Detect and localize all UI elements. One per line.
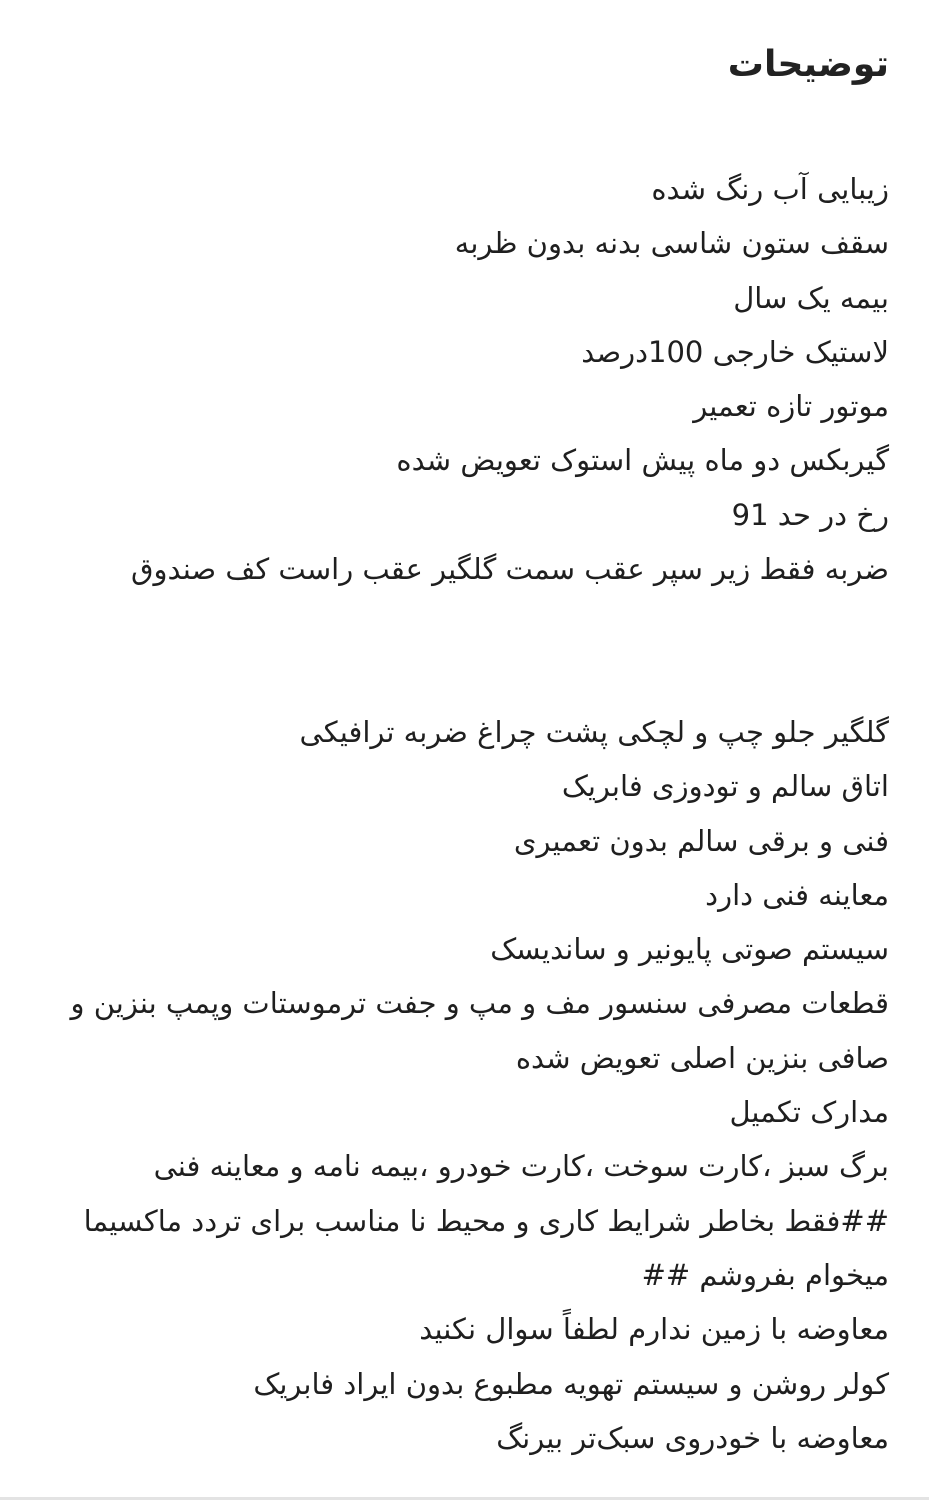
description-line: اتاق سالم و تودوزی فابریک [561,769,889,804]
description-line: سیستم صوتی پایونیر و ساندیسک [490,932,889,967]
description-line: معاوضه با زمین ندارم لطفاً سوال نکنید [419,1312,889,1347]
description-line: گلگیر جلو چپ و لچکی پشت چراغ ضربه ترافیکی [299,714,889,749]
description-line: ##فقط بخاطر شرایط کاری و محیط نا مناسب برای تردد ماکسیما [83,1203,889,1238]
description-line: صافی بنزین اصلی تعویض شده [515,1040,889,1075]
description-line: ضربه فقط زیر سپر عقب سمت گلگیر عقب راست کف صندوق [131,552,889,587]
description-line: بیمه یک سال [733,280,889,315]
description-line: لاستیک خارجی 100درصد [581,334,889,369]
description-line: معاوضه با خودروی سبک‌تر بیرنگ [496,1420,889,1455]
section-title: توضیحات [727,44,889,85]
description-line: برگ سبز ،کارت سوخت ،کارت خودرو ،بیمه نامه و معاینه فنی [153,1149,889,1184]
description-line: میخوام بفروشم ## [641,1257,889,1292]
description-line: مدارک تکمیل [729,1095,889,1130]
description-line: سقف ستون شاسی بدنه بدون ظربه [454,226,889,261]
description-blank-line [70,651,889,705]
description-text [70,162,889,1465]
description-line: فنی و برقی سالم بدون تعمیری [513,823,889,858]
description-line: معاینه فنی دارد [705,877,889,912]
description-line: کولر روشن و سیستم تهویه مطبوع بدون ایراد فابریک [253,1366,889,1401]
description-line: گیربکس دو ماه پیش استوک تعویض شده [396,443,889,478]
description-blank-line [70,596,889,650]
description-line: موتور تازه تعمیر [693,389,889,424]
description-line: قطعات مصرفی سنسور مف و مپ و جفت ترموستات وپمپ بنزین و [70,986,889,1021]
description-line: رخ در حد 91 [731,497,889,532]
description-line: زیبایی آب رنگ شده [651,172,889,206]
